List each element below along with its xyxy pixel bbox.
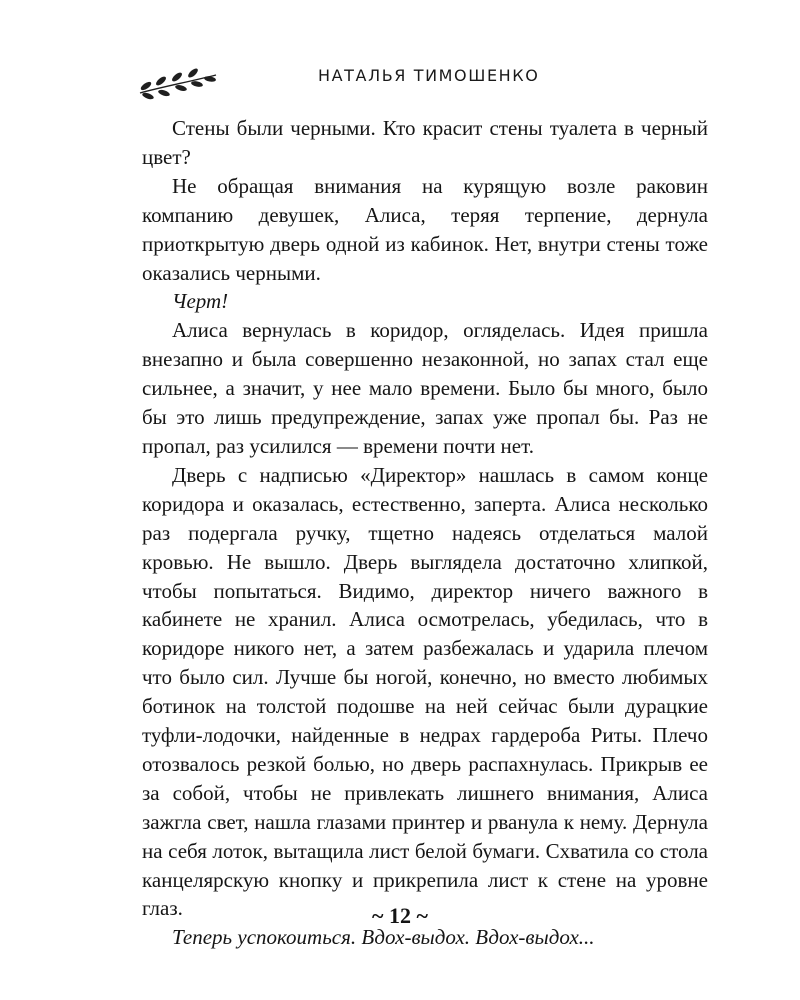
paragraph-italic: Теперь успокоиться. Вдох-выдох. Вдох-выдох...: [172, 925, 595, 950]
body-text: [142, 114, 708, 952]
paragraph: Не обращая внимания на курящую возле раковин компанию девушек, Алиса, теряя терпение, дернула приоткрытую дверь одной из кабинок. Нет, внутри стены тоже оказались черными.: [142, 173, 708, 285]
paragraph-italic: Черт!: [172, 289, 229, 314]
running-head-author: НАТАЛЬЯ ТИМОШЕНКО: [318, 66, 540, 85]
paragraph: Стены были черными. Кто красит стены туалета в черный цвет?: [142, 116, 708, 169]
page-number: ~ 12 ~: [372, 903, 428, 928]
paragraph: Алиса вернулась в коридор, огляделась. Идея пришла внезапно и была совершенно незаконной, но запах стал еще сильнее, а значит, у нее мало времени. Было бы много, было бы это лишь предупреждение, запах уже пропал бы. Раз не пропал, раз усилился — времени почти нет.: [142, 318, 708, 458]
paragraph: Дверь с надписью «Директор» нашлась в самом конце коридора и оказалась, естественно, заперта. Алиса несколько раз подергала ручку, тщетно надеясь отделаться малой кровью. Не вышло. Дверь выглядела достаточно хлипкой, чтобы попытаться. Видимо, директор ничего важного в кабинете не хранил. Алиса осмотрелась, убедилась, что в коридоре никого нет, а затем разбежалась и ударила плечом что было сил. Лучше бы ногой, конечно, но вместо любимых ботинок на толстой подошве на ней сейчас были дурацкие туфли-лодочки, найденные в недрах гардероба Риты. Плечо отозвалось резкой болью, но дверь распахнулась. Прикрыв ее за собой, чтобы не привлекать лишнего внимания, Алиса зажгла свет, нашла глазами принтер и рванула к нему. Дернула на себя лоток, вытащила лист белой бумаги. Схватила со стола канцелярскую кнопку и прикрепила лист к стене на уровне глаз.: [142, 462, 708, 921]
olive-branch-icon: [138, 66, 218, 102]
